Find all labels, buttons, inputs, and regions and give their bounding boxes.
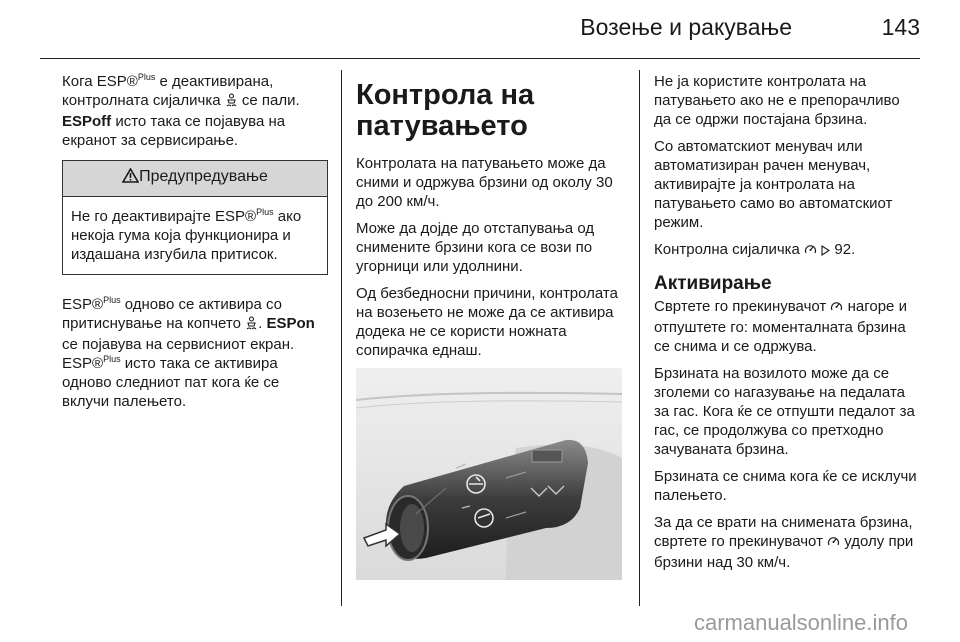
- esp-skid-icon: [225, 93, 238, 112]
- paragraph: Од безбедносни причини, контролата на возењето не може да се активира додека не се користи ножната сопирачка еднаш.: [356, 285, 618, 359]
- column-1: [62, 72, 328, 419]
- reference-arrow-icon: [821, 242, 830, 261]
- watermark: carmanualsonline.info: [693, 610, 908, 635]
- warning-box: [62, 160, 328, 275]
- paragraph: Со автоматскиот менувач или автоматизиран рачен менувач, активирајте ја контролата на патувањето само во автоматскиот режим.: [654, 138, 893, 231]
- warning-body: Не го деактивирајте ESP®$^{Plus}$ ако некоја гума која функционира и издашана изгубила притисок.: [71, 207, 302, 263]
- resume-paragraph: За да се врати на снимената брзина, свртете го прекинувачот удолу при брзини над 30 км/ч.: [654, 514, 914, 571]
- header-rule: [40, 58, 920, 59]
- paragraph: Не ја користите контролата на патувањето ако не е препорачливо да се одржи постајана брзина.: [654, 73, 900, 128]
- control-lamp-reference: Контролна сијаличка 92.: [654, 240, 920, 261]
- esp-skid-icon: [245, 316, 258, 335]
- warning-title: Предупредување: [139, 168, 268, 185]
- header-title: Возење и ракување: [580, 14, 792, 40]
- column-divider-right: [639, 70, 640, 606]
- esp-on-paragraph: ESP®$^{Plus}$ одново се активира со притиснување на копчето . ESPon се појавува на сервисниот екран. ESP®$^{Plus}$ исто така се активира одново следниот пат кога ќе се вклучи палењето.: [62, 295, 315, 410]
- espoff-term: ESPoff: [62, 113, 112, 130]
- paragraph: Брзината на возилото може да се зголеми со нагазување на педалата за гас. Кога ќе се отпушти педалот за гас, се продолжува со претходно зачуваната брзина.: [654, 365, 915, 458]
- paragraph: Контролата на патувањето може да сними и одржува брзини од околу 30 до 200 км/ч.: [356, 155, 613, 210]
- column-divider-left: [341, 70, 342, 606]
- esp-off-paragraph: Кога ESP®$^{Plus}$ е деактивирана, контролната сијаличка се пали. ESPoff исто така се појавува на екранот за сервисирање.: [62, 72, 300, 149]
- paragraph: Брзината се снима кога ќе се исклучи палењето.: [654, 468, 917, 504]
- warning-triangle-icon: [122, 168, 139, 188]
- cruise-control-stalk-illustration: [356, 368, 626, 585]
- cruise-control-icon: [827, 534, 840, 553]
- warning-header: [63, 161, 327, 197]
- subheading-activation: Активирање: [654, 273, 772, 294]
- espon-term: ESPon: [266, 315, 315, 332]
- paragraph: Може да дојде до отстапувања од снимените брзини кога се вози по угорници или удолнини.: [356, 220, 595, 275]
- cruise-control-icon: [804, 242, 817, 261]
- section-title: Контрола на патувањето: [356, 79, 535, 142]
- column-2: [356, 72, 626, 585]
- page-number: 143: [881, 14, 920, 40]
- column-3: [654, 72, 920, 580]
- activation-paragraph: Свртете го прекинувачот нагоре и отпуштете го: моменталната брзина се снима и се одржува.: [654, 298, 907, 355]
- cruise-control-icon: [830, 299, 843, 318]
